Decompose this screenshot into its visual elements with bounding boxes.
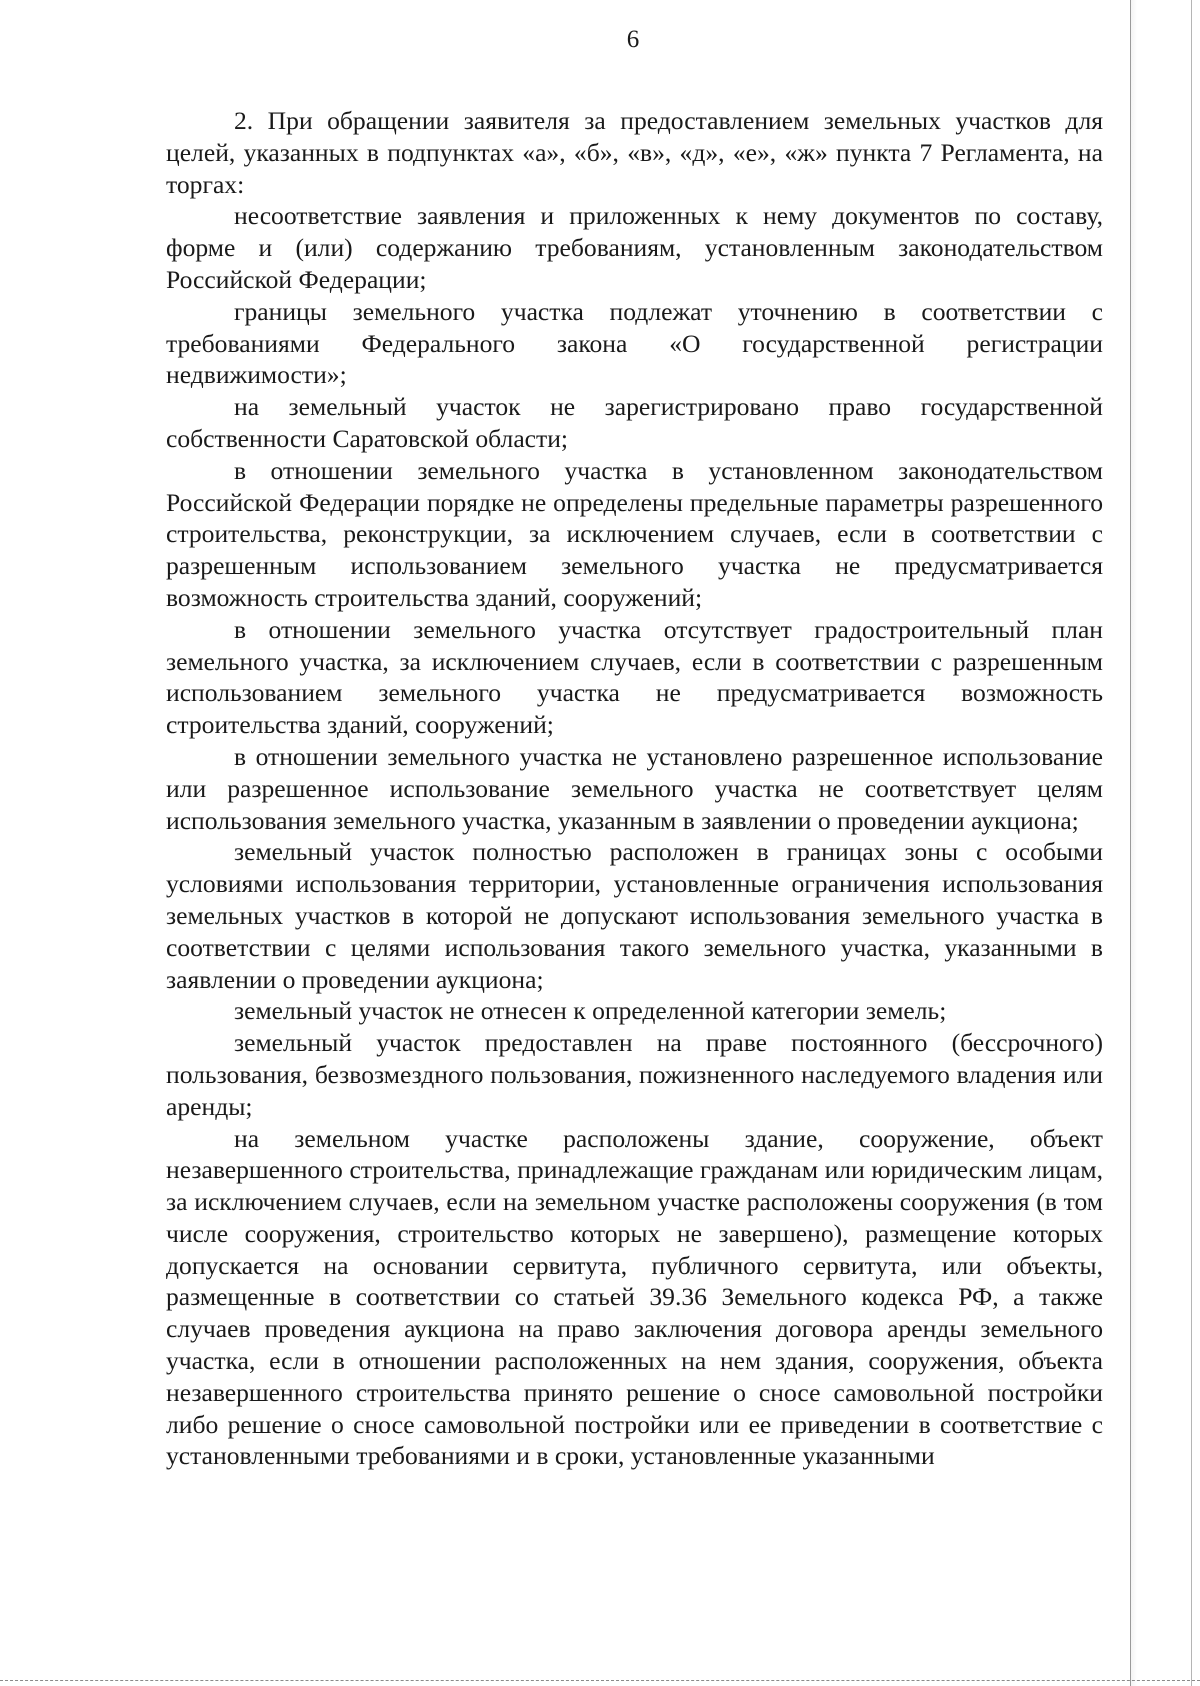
paragraph-item: несоответствие заявления и приложенных к нему документов по составу, форме и (или) содержанию требованиям, установленным законодательством Российской Федерации; [166,201,1103,294]
paragraph-item: границы земельного участка подлежат уточнению в соответствии с требованиями Федерального закона «О государственной регистрации недвижимости»; [166,296,1103,390]
document-body [166,105,1103,1472]
scan-edge-bottom [0,1680,1200,1681]
paragraph-item: земельный участок предоставлен на праве постоянного (бессрочного) пользования, безвозмездного пользования, пожизненного наследуемого владения или аренды; [166,1028,1103,1121]
page-number: 6 [626,26,640,53]
scan-edge-right [1130,0,1200,1686]
paragraph-item: в отношении земельного участка отсутствует градостроительный план земельного участка, за исключением случаев, если в соответствии с разрешенным использованием земельного участка не предусматривается возможность строительства зданий, сооружений; [166,614,1103,740]
paragraph-item: в отношении земельного участка в установленном законодательством Российской Федерации порядке не определены предельные параметры разрешенного строительства, реконструкции, за исключением случаев, если в соответствии с разрешенным использованием земельного участка не предусматривается возможность строительства зданий, сооружений; [166,455,1103,612]
paragraph-item: на земельный участок не зарегистрировано право государственной собственности Саратовской области; [166,392,1103,453]
paragraph-item: в отношении земельного участка не установлено разрешенное использование или разрешенное использование земельного участка не соответствует целям использования земельного участка, указанным в заявлении о проведении аукциона; [166,741,1103,835]
paragraph-intro: 2. При обращении заявителя за предоставлением земельных участков для целей, указанных в подпунктах «а», «б», «в», «д», «е», «ж» пункта 7 Регламента, на торгах: [166,106,1103,199]
paragraph-item: земельный участок полностью расположен в границах зоны с особыми условиями использования территории, установленные ограничения использования земельных участков в которой не допускают использования земельного участка в соответствии с целями использования такого земельного участка, указанными в заявлении о проведении аукциона; [166,837,1103,994]
paragraph-item: на земельном участке расположены здание, сооружение, объект незавершенного строительства, принадлежащие гражданам или юридическим лицам, за исключением случаев, если на земельном участке расположены сооружения (в том числе сооружения, строительство которых не завершено), размещение которых допускается на основании сервитута, публичного сервитута, или объекты, размещенные в соответствии со статьей 39.36 Земельного кодекса РФ, а также случаев проведения аукциона на право заключения договора аренды земельного участка, если в отношении расположенных на нем здания, сооружения, объекта незавершенного строительства принято решение о сносе самовольной постройки либо решение о сносе самовольной постройки или ее приведении в соответствие с установленными требованиями и в сроки, установленные указанными [166,1123,1103,1471]
paragraph-item: земельный участок не отнесен к определенной категории земель; [234,996,947,1026]
